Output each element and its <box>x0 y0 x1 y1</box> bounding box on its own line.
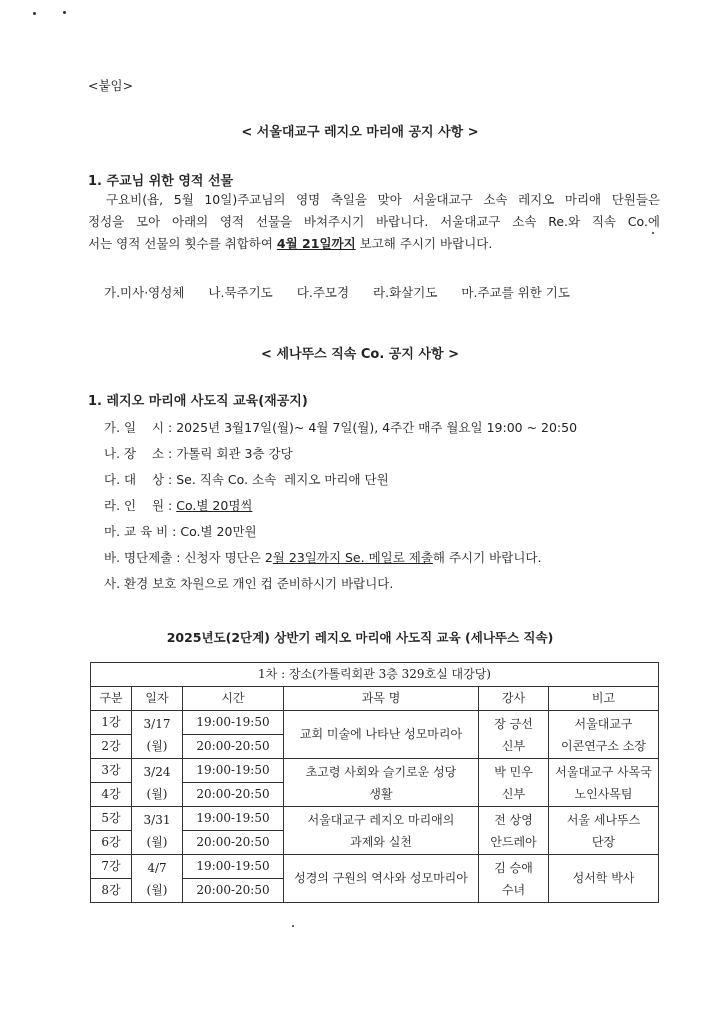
lecturer-cell <box>479 759 549 807</box>
day-text: (월) <box>146 738 168 753</box>
note-cell <box>549 711 659 759</box>
session-cell: 5강 <box>91 807 132 831</box>
subject-cell: 성경의 구원의 역사와 성모마리아 <box>284 855 479 903</box>
date-cell <box>132 807 183 855</box>
detail-people <box>104 496 252 514</box>
paragraph-line: 구요비(욥, 5월 10일)주교님의 영명 축일을 맞아 서울대교구 소속 레지오 마리애 단원들은 <box>106 192 660 207</box>
note-cell <box>549 807 659 855</box>
time-cell: 20:00-20:50 <box>183 735 284 759</box>
detail-label: 바. 명단제출 : <box>104 550 185 565</box>
table-row <box>91 711 659 735</box>
subject-cell: 교회 미술에 나타난 성모마리아 <box>284 711 479 759</box>
lecturer-name: 전 상영 <box>494 812 533 827</box>
section2-heading: 1. 레지오 마리애 사도직 교육(재공지) <box>88 394 308 409</box>
detail-label: 라. 인 원 : <box>104 498 177 513</box>
note-line: 단장 <box>591 834 616 849</box>
detail-value: 신청자 명단은 2 <box>184 550 273 565</box>
detail-env: 사. 환경 보호 차원으로 개인 컵 준비하시기 바랍니다. <box>104 576 394 591</box>
lecturer-name: 장 긍선 <box>494 716 533 731</box>
table-caption: 2025년도(2단계) 상반기 레지오 마리애 사도직 교육 (세나뚜스 직속) <box>166 630 554 645</box>
day-text: (월) <box>146 834 168 849</box>
note-line: 노인사목팀 <box>574 786 633 801</box>
detail-underlined: 월 23일까지 Se. 메일로 제출 <box>272 550 433 565</box>
col-header: 비고 <box>549 687 659 711</box>
detail-date <box>104 418 577 436</box>
detail-submit <box>104 548 541 566</box>
paragraph-text: 서는 영적 선물의 횟수를 취합하여 <box>88 236 277 251</box>
lecturer-cell <box>479 807 549 855</box>
session-cell: 1강 <box>91 711 132 735</box>
subject-line: 서울대교구 레지오 마리애의 <box>307 812 455 827</box>
table-row <box>91 759 659 783</box>
gift-item: 가.미사·영성체 <box>104 285 185 300</box>
lecturer-cell <box>479 711 549 759</box>
col-header: 강사 <box>479 687 549 711</box>
note-cell <box>549 759 659 807</box>
gift-list <box>104 283 570 301</box>
section2-title: < 세나뚜스 직속 Co. 공지 사항 > <box>261 347 459 362</box>
time-cell: 19:00-19:50 <box>183 759 284 783</box>
detail-label: 가. 일 시 : <box>104 420 177 435</box>
time-cell: 20:00-20:50 <box>183 831 284 855</box>
detail-value: 해 주시기 바랍니다. <box>432 550 542 565</box>
session-cell: 6강 <box>91 831 132 855</box>
detail-target <box>104 470 389 488</box>
lecturer-name: 박 민우 <box>494 764 533 779</box>
table-header-row <box>91 687 659 711</box>
table-location-row <box>91 663 659 687</box>
date-text: 3/17 <box>143 716 171 731</box>
note-line: 이콘연구소 소장 <box>561 738 646 753</box>
session-cell: 4강 <box>91 783 132 807</box>
table-row <box>91 855 659 879</box>
date-cell <box>132 711 183 759</box>
date-text: 3/24 <box>143 764 171 779</box>
gift-item: 라.화살기도 <box>373 285 438 300</box>
lecturer-cell <box>479 855 549 903</box>
date-text: 3/31 <box>143 812 171 827</box>
day-text: (월) <box>146 882 168 897</box>
date-cell <box>132 759 183 807</box>
date-text: 4/7 <box>147 860 167 875</box>
detail-value: Se. 직속 Co. 소속 레지오 마리애 단원 <box>176 472 389 487</box>
session-cell: 2강 <box>91 735 132 759</box>
col-header: 시간 <box>183 687 284 711</box>
time-cell: 19:00-19:50 <box>183 807 284 831</box>
session-cell: 7강 <box>91 855 132 879</box>
detail-value: Co.별 20만원 <box>180 524 257 539</box>
lecturer-title: 수녀 <box>501 882 526 897</box>
note-line: 서울대교구 <box>574 716 633 731</box>
detail-value: 2025년 3월17일(월)~ 4월 7일(월), 4주간 매주 월요일 19:00 ~ 20:50 <box>176 420 578 435</box>
lecturer-title: 신부 <box>501 738 526 753</box>
section1-heading: 1. 주교님 위한 영적 선물 <box>88 174 234 189</box>
scan-speck <box>33 12 36 15</box>
paragraph-text: 보고해 주시기 바랍니다. <box>355 236 493 251</box>
note-cell: 성서학 박사 <box>549 855 659 903</box>
note-line: 서울대교구 사목국 <box>555 764 652 779</box>
col-header: 과목 명 <box>284 687 479 711</box>
col-header: 구분 <box>91 687 132 711</box>
section1-title: < 서울대교구 레지오 마리애 공지 사항 > <box>241 125 479 140</box>
detail-label: 나. 장 소 : <box>104 446 177 461</box>
detail-value: 가톨릭 회관 3층 강당 <box>176 446 293 461</box>
subject-line: 과제와 실천 <box>350 834 412 849</box>
detail-fee <box>104 522 257 540</box>
detail-place <box>104 444 293 462</box>
col-header: 일자 <box>132 687 183 711</box>
scan-speck <box>63 11 66 14</box>
paragraph-line <box>88 233 660 255</box>
session-cell: 8강 <box>91 879 132 903</box>
lecturer-title: 신부 <box>501 786 526 801</box>
subject-cell <box>284 759 479 807</box>
detail-value: Co.별 20명씩 <box>176 498 253 513</box>
subject-line: 생활 <box>369 786 393 801</box>
subject-line: 초고령 사회와 슬기로운 성당 <box>305 764 457 779</box>
detail-label: 마. 교 육 비 : <box>104 524 181 539</box>
date-cell <box>132 855 183 903</box>
time-cell: 19:00-19:50 <box>183 855 284 879</box>
day-text: (월) <box>146 786 168 801</box>
time-cell: 19:00-19:50 <box>183 711 284 735</box>
scan-speck <box>292 925 294 927</box>
note-line: 서울 세나뚜스 <box>566 812 641 827</box>
paragraph-line: 정성을 모아 아래의 영적 선물을 바쳐주시기 바랍니다. 서울대교구 소속 Re.와 직속 Co.에 <box>88 214 660 229</box>
schedule-table <box>90 662 659 903</box>
lecturer-title: 안드레아 <box>490 834 537 849</box>
detail-label: 다. 대 상 : <box>104 472 177 487</box>
section1-paragraph <box>88 189 660 255</box>
gift-item: 나.묵주기도 <box>208 285 273 300</box>
attachment-label: <붙임> <box>88 78 134 93</box>
session-cell: 3강 <box>91 759 132 783</box>
table-location: 1차 : 장소(가톨릭회관 3층 329호실 대강당) <box>91 663 659 687</box>
time-cell: 20:00-20:50 <box>183 783 284 807</box>
gift-item: 다.주모경 <box>296 285 350 300</box>
time-cell: 20:00-20:50 <box>183 879 284 903</box>
gift-item: 마.주교를 위한 기도 <box>461 285 570 300</box>
lecturer-name: 김 승애 <box>494 860 533 875</box>
table-row <box>91 807 659 831</box>
deadline-emphasis: 4월 21일까지 <box>276 236 356 251</box>
subject-cell <box>284 807 479 855</box>
